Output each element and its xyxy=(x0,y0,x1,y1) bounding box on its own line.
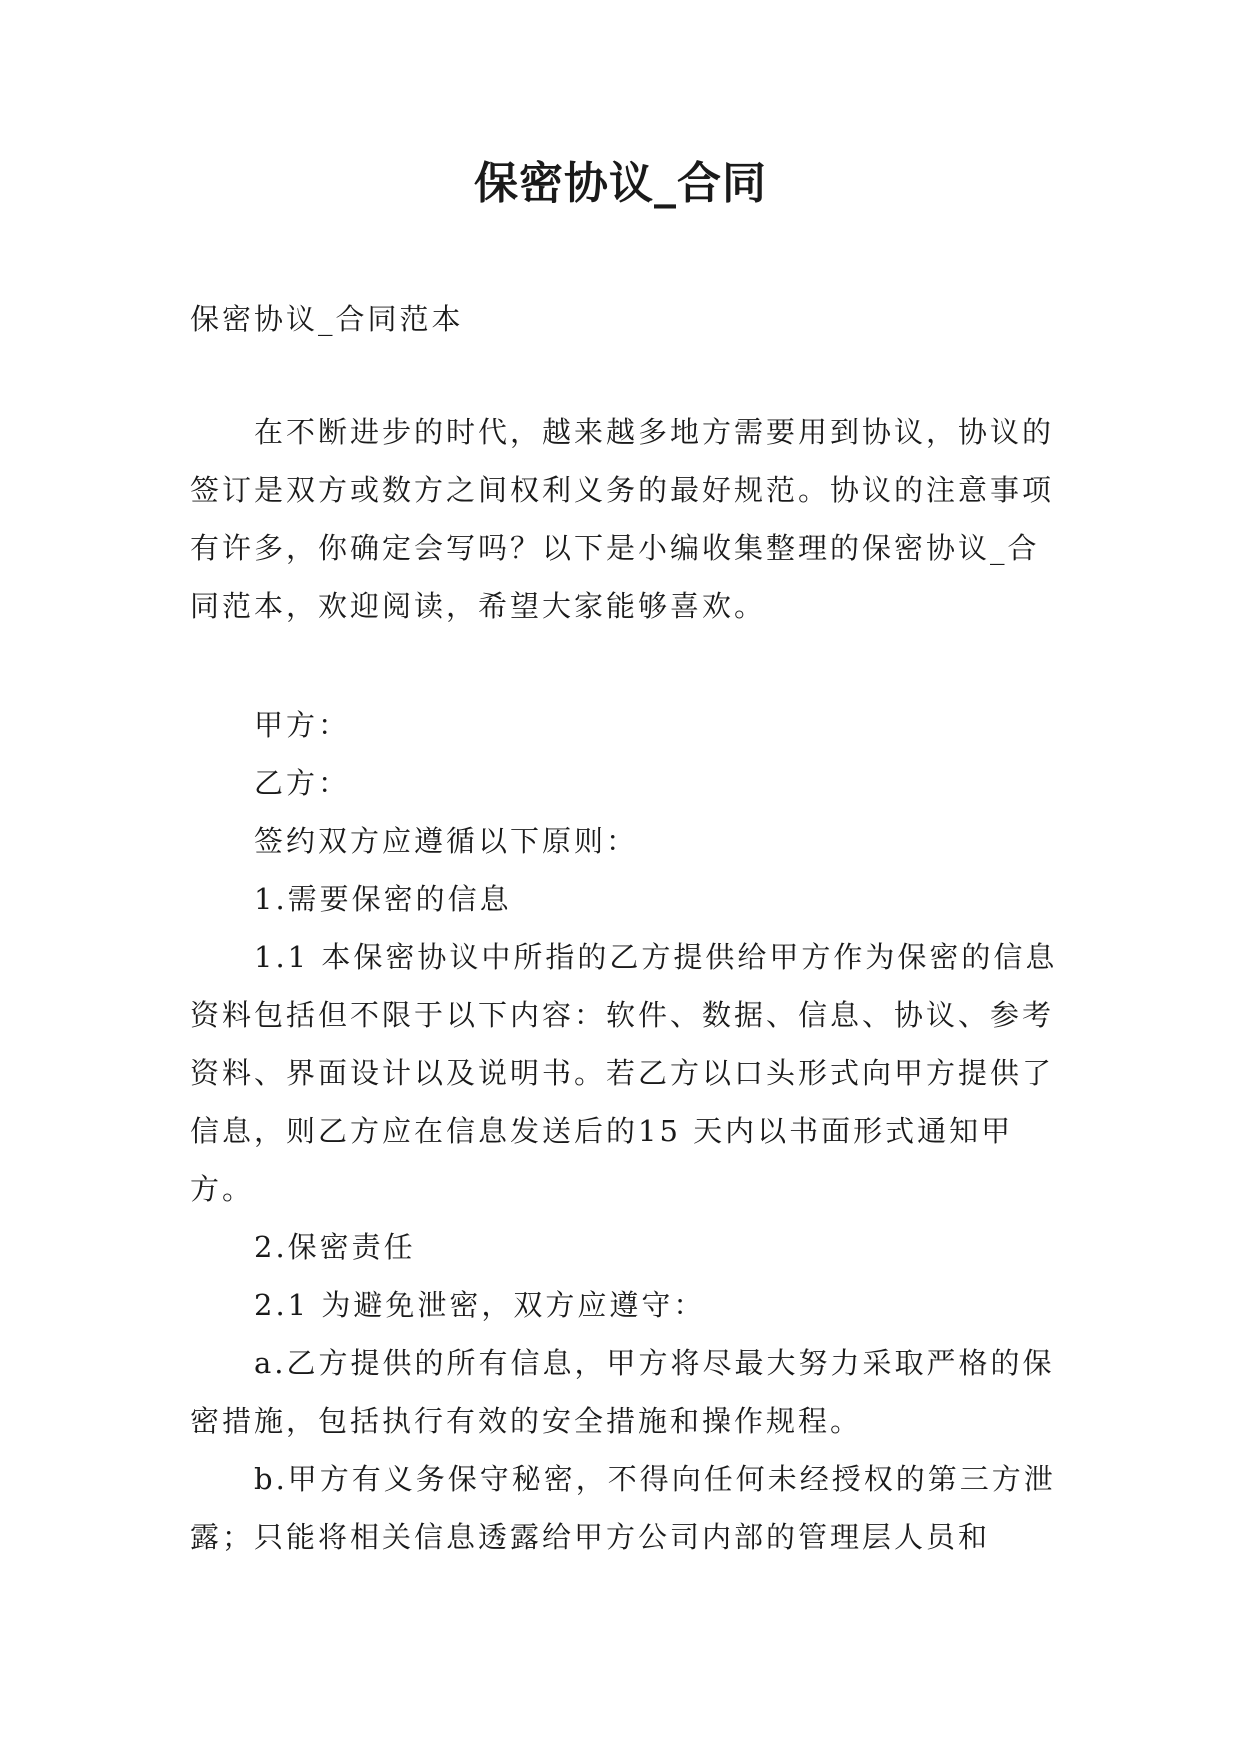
item-a-paragraph: a.乙方提供的所有信息，甲方将尽最大努力采取严格的保密措施，包括执行有效的安全措施和操作规程。 xyxy=(190,1346,1055,1438)
section-2-1-paragraph: 2.1 为避免泄密，双方应遵守： xyxy=(254,1288,706,1322)
section-2-heading: 2.保密责任 xyxy=(254,1230,416,1264)
section-1-1-paragraph: 1.1 本保密协议中所指的乙方提供给甲方作为保密的信息资料包括但不限于以下内容：软件、数据、信息、协议、参考资料、界面设计以及说明书。若乙方以口头形式向甲方提供了信息，则乙方应在信息发送后的15 天内以书面形式通知甲方。 xyxy=(190,940,1058,1206)
item-b-paragraph: b.甲方有义务保守秘密，不得向任何未经授权的第三方泄露；只能将相关信息透露给甲方公司内部的管理层人员和 xyxy=(190,1462,1056,1554)
principles-intro: 签约双方应遵循以下原则： xyxy=(254,824,639,858)
party-b-line: 乙方： xyxy=(254,766,351,800)
party-a-line: 甲方： xyxy=(254,708,351,742)
document-subtitle: 保密协议_合同范本 xyxy=(190,302,464,336)
intro-paragraph: 在不断进步的时代，越来越多地方需要用到协议，协议的签订是双方或数方之间权利义务的最好规范。协议的注意事项有许多，你确定会写吗？以下是小编收集整理的保密协议_合同范本，欢迎阅读，希望大家能够喜欢。 xyxy=(190,415,1055,623)
agreement-body xyxy=(190,696,1060,1566)
section-1-heading: 1.需要保密的信息 xyxy=(254,882,512,916)
document-title: 保密协议_合同 xyxy=(474,158,767,209)
intro-block xyxy=(190,403,1060,635)
